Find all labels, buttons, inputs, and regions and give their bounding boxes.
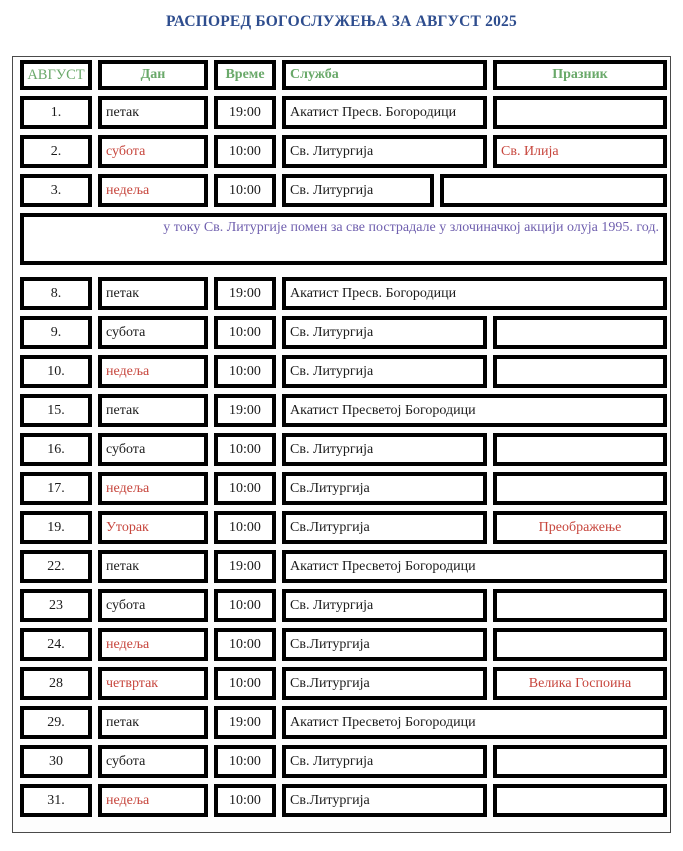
feast-cell — [493, 355, 667, 388]
service-cell: Св. Литургија — [282, 174, 434, 207]
table-row — [20, 135, 667, 168]
table-row — [20, 628, 667, 661]
day-cell: петак — [98, 96, 208, 129]
day-cell: недеља — [98, 355, 208, 388]
day-cell: четвртак — [98, 667, 208, 700]
table-row — [20, 433, 667, 466]
page-title: РАСПОРЕД БОГОСЛУЖЕЊА ЗА АВГУСТ 2025 — [166, 13, 517, 30]
time-cell: 10:00 — [214, 174, 276, 207]
time-cell: 19:00 — [214, 706, 276, 739]
feast-cell — [493, 472, 667, 505]
day-cell: Уторак — [98, 511, 208, 544]
table-row — [20, 511, 667, 544]
date-cell: 30 — [20, 745, 92, 778]
date-cell: 28 — [20, 667, 92, 700]
time-cell: 10:00 — [214, 355, 276, 388]
table-row — [20, 96, 667, 129]
time-cell: 19:00 — [214, 96, 276, 129]
day-cell: недеља — [98, 784, 208, 817]
table-header-row — [20, 60, 667, 90]
service-cell: Св.Литургија — [282, 667, 487, 700]
feast-cell: Преображење — [493, 511, 667, 544]
date-cell: 15. — [20, 394, 92, 427]
feast-cell — [493, 628, 667, 661]
service-cell: Св. Литургија — [282, 745, 487, 778]
header-cell-month: АВГУСТ — [20, 60, 92, 90]
date-cell: 17. — [20, 472, 92, 505]
time-cell: 10:00 — [214, 589, 276, 622]
date-cell: 8. — [20, 277, 92, 310]
day-cell: субота — [98, 745, 208, 778]
table-body — [20, 96, 667, 817]
feast-cell — [440, 174, 667, 207]
service-cell: Акатист Пресв. Богородици — [282, 277, 667, 310]
feast-cell — [493, 745, 667, 778]
date-cell: 16. — [20, 433, 92, 466]
feast-cell — [493, 784, 667, 817]
feast-cell — [493, 96, 667, 129]
document-page — [0, 13, 683, 833]
day-cell: петак — [98, 277, 208, 310]
day-cell: субота — [98, 316, 208, 349]
note-text: у току Св. Литургије помен за све пострадале у злочиначкој акцији олуја 1995. год. — [20, 213, 667, 265]
date-cell: 22. — [20, 550, 92, 583]
feast-cell — [493, 433, 667, 466]
time-cell: 10:00 — [214, 667, 276, 700]
service-cell: Св. Литургија — [282, 589, 487, 622]
date-cell: 9. — [20, 316, 92, 349]
time-cell: 19:00 — [214, 394, 276, 427]
date-cell: 1. — [20, 96, 92, 129]
table-row — [20, 784, 667, 817]
service-cell: Св. Литургија — [282, 433, 487, 466]
date-cell: 29. — [20, 706, 92, 739]
feast-cell: Св. Илија — [493, 135, 667, 168]
table-row — [20, 745, 667, 778]
time-cell: 10:00 — [214, 316, 276, 349]
table-row — [20, 174, 667, 207]
service-cell: Акатист Пресветој Богородици — [282, 394, 667, 427]
day-cell: субота — [98, 589, 208, 622]
table-row — [20, 706, 667, 739]
date-cell: 19. — [20, 511, 92, 544]
service-cell: Св. Литургија — [282, 135, 487, 168]
service-cell: Св. Литургија — [282, 355, 487, 388]
service-cell: Св.Литургија — [282, 784, 487, 817]
time-cell: 10:00 — [214, 472, 276, 505]
time-cell: 10:00 — [214, 511, 276, 544]
time-cell: 10:00 — [214, 135, 276, 168]
header-cell-service: Служба — [282, 60, 487, 90]
time-cell: 10:00 — [214, 628, 276, 661]
time-cell: 10:00 — [214, 433, 276, 466]
service-cell: Акатист Пресв. Богородици — [282, 96, 487, 129]
service-cell: Св.Литургија — [282, 511, 487, 544]
time-cell: 19:00 — [214, 277, 276, 310]
day-cell: субота — [98, 135, 208, 168]
service-cell: Св.Литургија — [282, 472, 487, 505]
date-cell: 24. — [20, 628, 92, 661]
date-cell: 31. — [20, 784, 92, 817]
service-cell: Св.Литургија — [282, 628, 487, 661]
time-cell: 10:00 — [214, 745, 276, 778]
date-cell: 2. — [20, 135, 92, 168]
schedule-table — [12, 56, 671, 833]
table-row — [20, 394, 667, 427]
table-row — [20, 589, 667, 622]
day-cell: недеља — [98, 628, 208, 661]
service-cell: Акатист Пресветој Богородици — [282, 706, 667, 739]
table-row — [20, 277, 667, 310]
feast-cell — [493, 316, 667, 349]
feast-cell — [493, 589, 667, 622]
header-cell-time: Време — [214, 60, 276, 90]
table-row — [20, 550, 667, 583]
date-cell: 23 — [20, 589, 92, 622]
day-cell: петак — [98, 706, 208, 739]
day-cell: недеља — [98, 472, 208, 505]
table-row — [20, 355, 667, 388]
day-cell: субота — [98, 433, 208, 466]
header-cell-feast: Празник — [493, 60, 667, 90]
note-row — [20, 213, 667, 265]
table-row — [20, 316, 667, 349]
date-cell: 10. — [20, 355, 92, 388]
service-cell: Акатист Пресветој Богородици — [282, 550, 667, 583]
table-row — [20, 472, 667, 505]
time-cell: 19:00 — [214, 550, 276, 583]
day-cell: недеља — [98, 174, 208, 207]
header-cell-day: Дан — [98, 60, 208, 90]
day-cell: петак — [98, 394, 208, 427]
day-cell: петак — [98, 550, 208, 583]
date-cell: 3. — [20, 174, 92, 207]
feast-cell: Велика Госпоина — [493, 667, 667, 700]
time-cell: 10:00 — [214, 784, 276, 817]
service-cell: Св. Литургија — [282, 316, 487, 349]
table-row — [20, 667, 667, 700]
